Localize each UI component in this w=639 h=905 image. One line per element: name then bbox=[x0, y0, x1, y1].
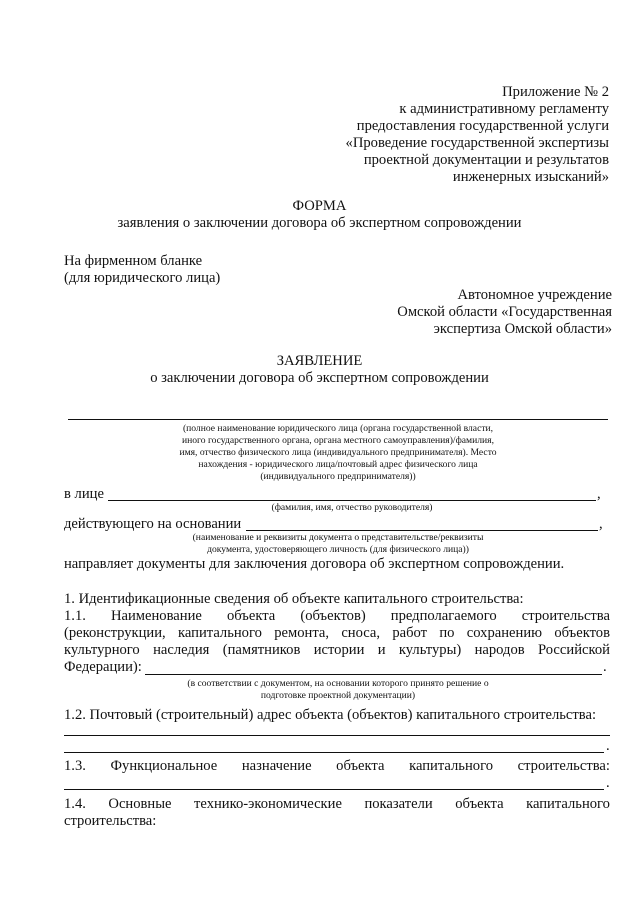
letterhead-line: На фирменном бланке bbox=[64, 253, 203, 269]
section1-heading: 1. Идентификационные сведения об объекте капитального строительства: bbox=[64, 591, 524, 607]
object-name-hint: (в соответствии с документом, на основании которого принято решение о bbox=[187, 678, 489, 689]
item-1-1-line bbox=[64, 608, 610, 625]
comma: , bbox=[599, 516, 603, 532]
object-name-field[interactable] bbox=[145, 674, 602, 675]
period: . bbox=[606, 738, 610, 754]
item-1-3-label bbox=[64, 758, 610, 775]
letterhead-line: (для юридического лица) bbox=[64, 270, 221, 286]
sends-documents-text: направляет документы для заключения договора об экспертном сопровождении. bbox=[64, 556, 565, 572]
word: народов bbox=[474, 642, 525, 658]
item-1-4-label bbox=[64, 796, 610, 813]
appendix-line: предоставления государственной услуги bbox=[356, 118, 609, 134]
word: объектов bbox=[554, 625, 610, 641]
word: объекта bbox=[336, 758, 385, 774]
word: ремонта, bbox=[274, 625, 330, 641]
form-title: ФОРМА bbox=[292, 198, 347, 214]
address-field-1[interactable] bbox=[64, 735, 610, 736]
object-name-hint: подготовке проектной документации) bbox=[260, 690, 416, 701]
basis-hint: (наименование и реквизиты документа о представительстве/реквизиты bbox=[192, 532, 484, 543]
word: и bbox=[377, 642, 386, 658]
director-name-field[interactable] bbox=[108, 500, 596, 501]
word: истории bbox=[313, 642, 365, 658]
word: сноса, bbox=[341, 625, 381, 641]
word: строительства bbox=[521, 608, 610, 624]
form-subtitle: заявления о заключении договора об экспертном сопровождении bbox=[117, 215, 522, 231]
word: по bbox=[439, 625, 455, 641]
word: 1.1. bbox=[64, 608, 86, 624]
word: строительства: bbox=[517, 758, 610, 774]
statement-subtitle: о заключении договора об экспертном сопровождении bbox=[150, 370, 489, 386]
recipient-line: экспертиза Омской области» bbox=[433, 321, 612, 337]
word: наследия bbox=[153, 642, 210, 658]
item-1-1-federation: Федерации): bbox=[64, 659, 142, 675]
word: 1.4. bbox=[64, 796, 86, 812]
item-1-2-label: 1.2. Почтовый (строительный) адрес объекта (объектов) капитального строительства: bbox=[64, 707, 597, 723]
word: Российской bbox=[538, 642, 610, 658]
purpose-field[interactable] bbox=[64, 789, 604, 790]
word: технико-экономические bbox=[194, 796, 342, 812]
director-hint: (фамилия, имя, отчество руководителя) bbox=[271, 502, 433, 513]
word: капитального bbox=[526, 796, 610, 812]
item-1-4-line2: строительства: bbox=[64, 813, 157, 829]
word: капитального bbox=[409, 758, 493, 774]
item-1-1-line bbox=[64, 625, 610, 642]
appendix-number: Приложение № 2 bbox=[502, 84, 609, 100]
acting-on-label: действующего на основании bbox=[64, 516, 242, 532]
appendix-line: «Проведение государственной экспертизы bbox=[345, 135, 609, 151]
word: Основные bbox=[108, 796, 172, 812]
represented-by-label: в лице bbox=[64, 486, 104, 502]
word: культуры) bbox=[398, 642, 462, 658]
word: (объектов) bbox=[300, 608, 366, 624]
recipient-line: Омской области «Государственная bbox=[397, 304, 612, 320]
applicant-name-field[interactable] bbox=[68, 419, 608, 420]
word: Наименование bbox=[110, 608, 202, 624]
appendix-line: инженерных изысканий» bbox=[452, 169, 609, 185]
basis-document-field[interactable] bbox=[246, 530, 598, 531]
word: Функциональное bbox=[110, 758, 218, 774]
word: назначение bbox=[241, 758, 312, 774]
word: объекта bbox=[455, 796, 504, 812]
appendix-line: проектной документации и результатов bbox=[363, 152, 609, 168]
item-1-1-line bbox=[64, 642, 610, 659]
word: (реконструкции, bbox=[64, 625, 166, 641]
word: предполагаемого bbox=[390, 608, 497, 624]
word: культурного bbox=[64, 642, 140, 658]
word: работ bbox=[392, 625, 428, 641]
comma: , bbox=[597, 486, 601, 502]
recipient-line: Автономное учреждение bbox=[457, 287, 612, 303]
basis-hint: документа, удостоверяющего личность (для физического лица)) bbox=[207, 544, 469, 555]
word: (памятников bbox=[222, 642, 301, 658]
address-field-2[interactable] bbox=[64, 752, 604, 753]
statement-title: ЗАЯВЛЕНИЕ bbox=[276, 353, 363, 369]
word: капитального bbox=[178, 625, 262, 641]
word: показатели bbox=[364, 796, 433, 812]
period: . bbox=[603, 659, 607, 675]
word: 1.3. bbox=[64, 758, 86, 774]
appendix-line: к административному регламенту bbox=[399, 101, 609, 117]
word: сохранению bbox=[466, 625, 543, 641]
word: объекта bbox=[226, 608, 276, 624]
period: . bbox=[606, 775, 610, 791]
document-page: Приложение № 2 к административному регламенту предоставления государственной услуги «Проведение государственной экспертизы проектной документации и результатов инженерных изысканий» ФОРМА заявления о заключении договора об экспертном сопровождении На фирменном бланке (для юридического лица) Автономное учреждение Омской области «Государственная экспертиза Омской области» ЗАЯВЛЕНИЕ о заключении договора об экспертном сопровождении (полное наименование юридического лица (органа государственной власти, иного государственного органа, органа местного самоуправления)/фамилия, имя, отчество физического лица (индивидуального предпринимателя). Место нахождения - юридического лица/почтовый адрес физического лица (индивидуального предпринимателя)) в лице , (фамилия, имя, отчество руководителя) действующего на основании , (наименование и реквизиты документа о представительстве/реквизиты документа, удостоверяющего личность (для физического лица)) направляет документы для заключения договора об экспертном сопровождении. 1. Идентификационные сведения об объекте капитального строительства: 1.1. Наименование объекта (объектов) предполагаемого строительства (реконструкции, капитального ремонта, сноса, работ по сохранению объектов культурного наследия (памятников истории и культуры) народов Российской Федерации): . (в соответствии с документом, на основании которого принято решение о подготовке проектной документации) 1.2. Почтовый (строительный) адрес объекта (объектов) капитального строительства: . 1.3. Функциональное назначение объекта капитального строительства: . 1.4. Основные технико-экономические показатели объекта капитального строительства: bbox=[0, 0, 639, 905]
